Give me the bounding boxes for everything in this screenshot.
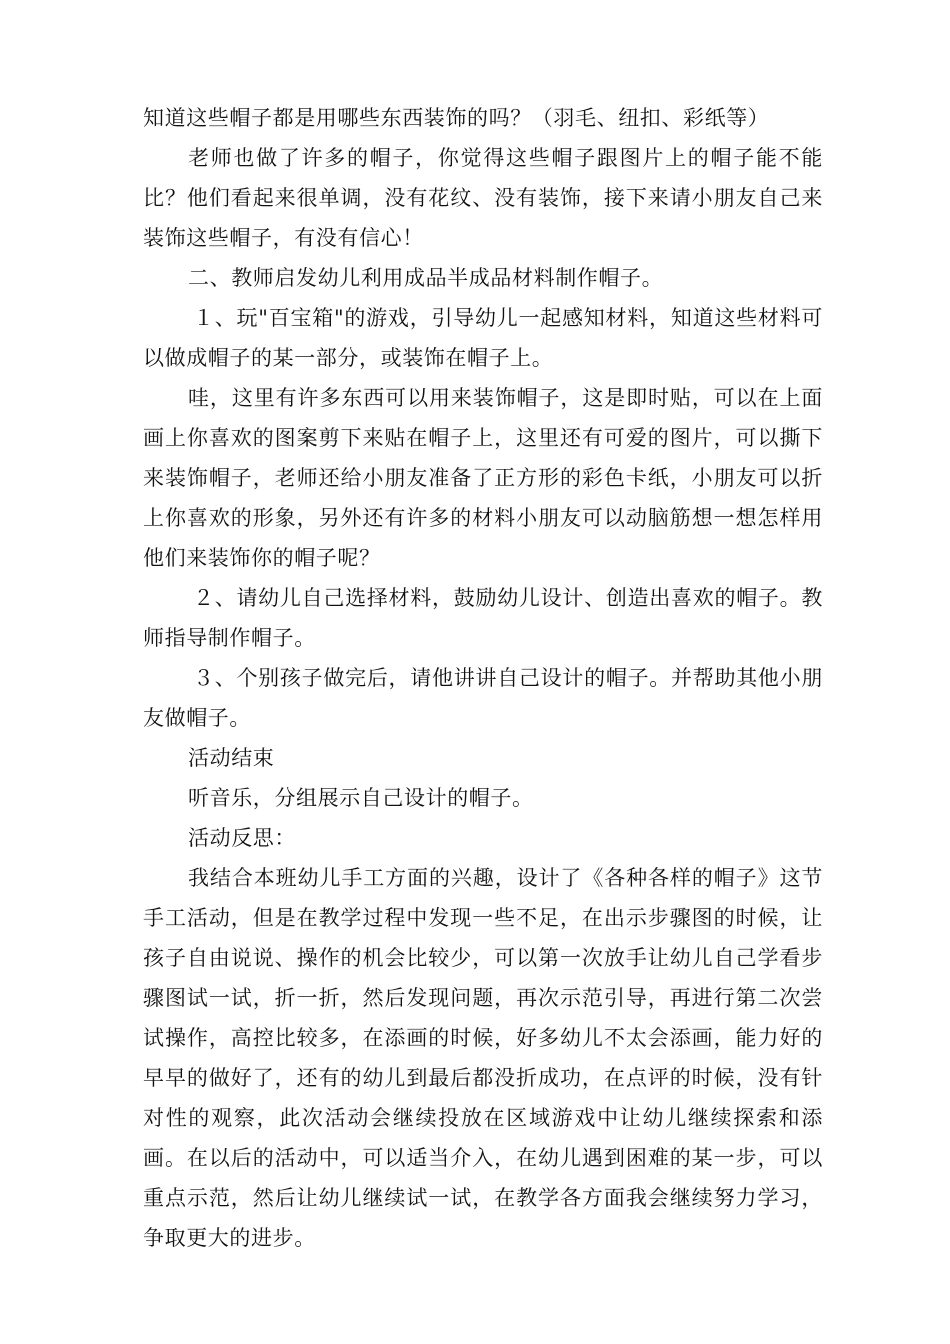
document-body (143, 98, 823, 1258)
paragraph-materials-description: 哇，这里有许多东西可以用来装饰帽子，这是即时贴，可以在上面画上你喜欢的图案剪下来贴在帽子上，这里还有可爱的图片，可以撕下来装饰帽子，老师还给小朋友准备了正方形的彩色卡纸，小朋友可以折上你喜欢的形象，另外还有许多的材料小朋友可以动脑筋想一想怎样用他们来装饰你的帽子呢？ (143, 386, 823, 570)
paragraph-hat-decoration-question: 知道这些帽子都是用哪些东西装饰的吗？（羽毛、纽扣、彩纸等） (143, 106, 770, 130)
paragraph-step-3: ３、个别孩子做完后，请他讲讲自己设计的帽子。并帮助其他小朋友做帽子。 (143, 666, 823, 730)
paragraph-section-two-heading: 二、教师启发幼儿利用成品半成品材料制作帽子。 (188, 266, 664, 290)
paragraph-step-1: １、玩"百宝箱"的游戏，引导幼儿一起感知材料，知道这些材料可以做成帽子的某一部分，或装饰在帽子上。 (143, 306, 823, 370)
paragraph-reflection: 我结合本班幼儿手工方面的兴趣，设计了《各种各样的帽子》这节手工活动，但是在教学过程中发现一些不足，在出示步骤图的时候，让孩子自由说说、操作的机会比较少，可以第一次放手让幼儿自己学看步骤图试一试，折一折，然后发现问题，再次示范引导，再进行第二次尝试操作，高控比较多，在添画的时候，好多幼儿不太会添画，能力好的早早的做好了，还有的幼儿到最后都没折成功，在点评的时候，没有针对性的观察，此次活动会继续投放在区域游戏中让幼儿继续探索和添画。在以后的活动中，可以适当介入，在幼儿遇到困难的某一步，可以重点示范，然后让幼儿继续试一试，在教学各方面我会继续努力学习，争取更大的进步。 (143, 866, 823, 1250)
paragraph-activity-end-heading: 活动结束 (188, 746, 275, 770)
paragraph-step-2: ２、请幼儿自己选择材料，鼓励幼儿设计、创造出喜欢的帽子。教师指导制作帽子。 (143, 586, 823, 650)
paragraph-teacher-hats: 老师也做了许多的帽子，你觉得这些帽子跟图片上的帽子能不能比？他们看起来很单调，没有花纹、没有装饰，接下来请小朋友自己来装饰这些帽子，有没有信心！ (143, 146, 823, 250)
paragraph-activity-end: 听音乐，分组展示自己设计的帽子。 (188, 786, 534, 810)
paragraph-reflection-heading: 活动反思： (188, 826, 296, 850)
